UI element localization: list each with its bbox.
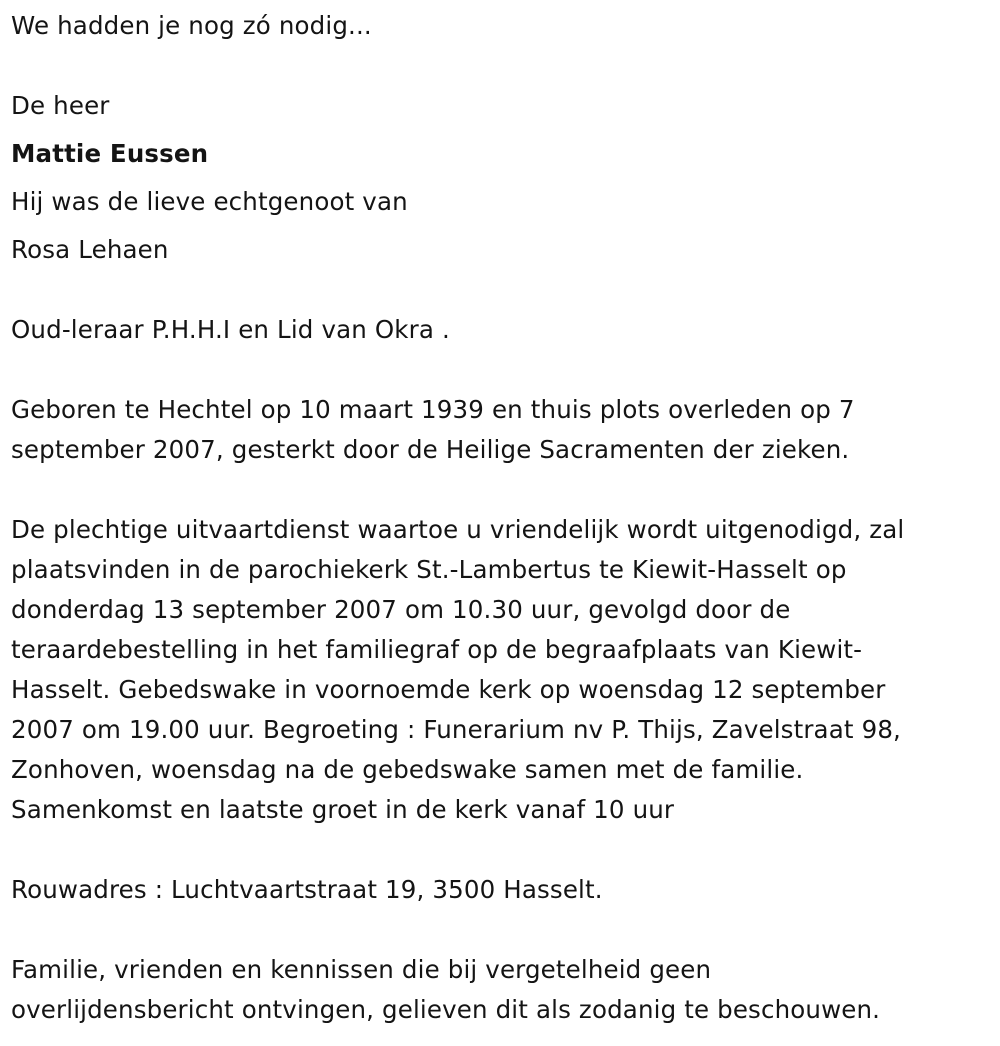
paragraph-line: donderdag 13 september 2007 om 10.30 uur, gevolgd door de [11, 595, 791, 624]
occupation-line: Oud-leraar P.H.H.I en Lid van Okra . [11, 315, 450, 344]
paragraph-line: teraardebestelling in het familiegraf op de begraafplaats van Kiewit- [11, 635, 863, 664]
funeral-paragraph [11, 510, 986, 830]
paragraph-line: 2007 om 19.00 uur. Begroeting : Funerarium nv P. Thijs, Zavelstraat 98, [11, 715, 901, 744]
salutation: De heer [11, 91, 110, 120]
paragraph-line: De plechtige uitvaartdienst waartoe u vriendelijk wordt uitgenodigd, zal [11, 515, 905, 544]
opening-line: We hadden je nog zó nodig... [11, 11, 372, 40]
paragraph-line: overlijdensbericht ontvingen, gelieven dit als zodanig te beschouwen. [11, 995, 881, 1024]
paragraph-line: Familie, vrienden en kennissen die bij vergetelheid geen [11, 955, 712, 984]
closing-paragraph [11, 950, 986, 1030]
paragraph-line: plaatsvinden in de parochiekerk St.-Lambertus te Kiewit-Hasselt op [11, 555, 847, 584]
mourning-address: Rouwadres : Luchtvaartstraat 19, 3500 Hasselt. [11, 875, 603, 904]
birth-death-paragraph [11, 390, 986, 470]
paragraph-line: september 2007, gesterkt door de Heilige Sacramenten der zieken. [11, 435, 850, 464]
paragraph-line: Zonhoven, woensdag na de gebedswake samen met de familie. [11, 755, 804, 784]
paragraph-line: Hasselt. Gebedswake in voornoemde kerk op woensdag 12 september [11, 675, 886, 704]
deceased-name: Mattie Eussen [11, 139, 209, 168]
paragraph-line: Geboren te Hechtel op 10 maart 1939 en thuis plots overleden op 7 [11, 395, 855, 424]
spouse-intro: Hij was de lieve echtgenoot van [11, 187, 408, 216]
spouse-name: Rosa Lehaen [11, 235, 169, 264]
paragraph-line: Samenkomst en laatste groet in de kerk vanaf 10 uur [11, 795, 675, 824]
